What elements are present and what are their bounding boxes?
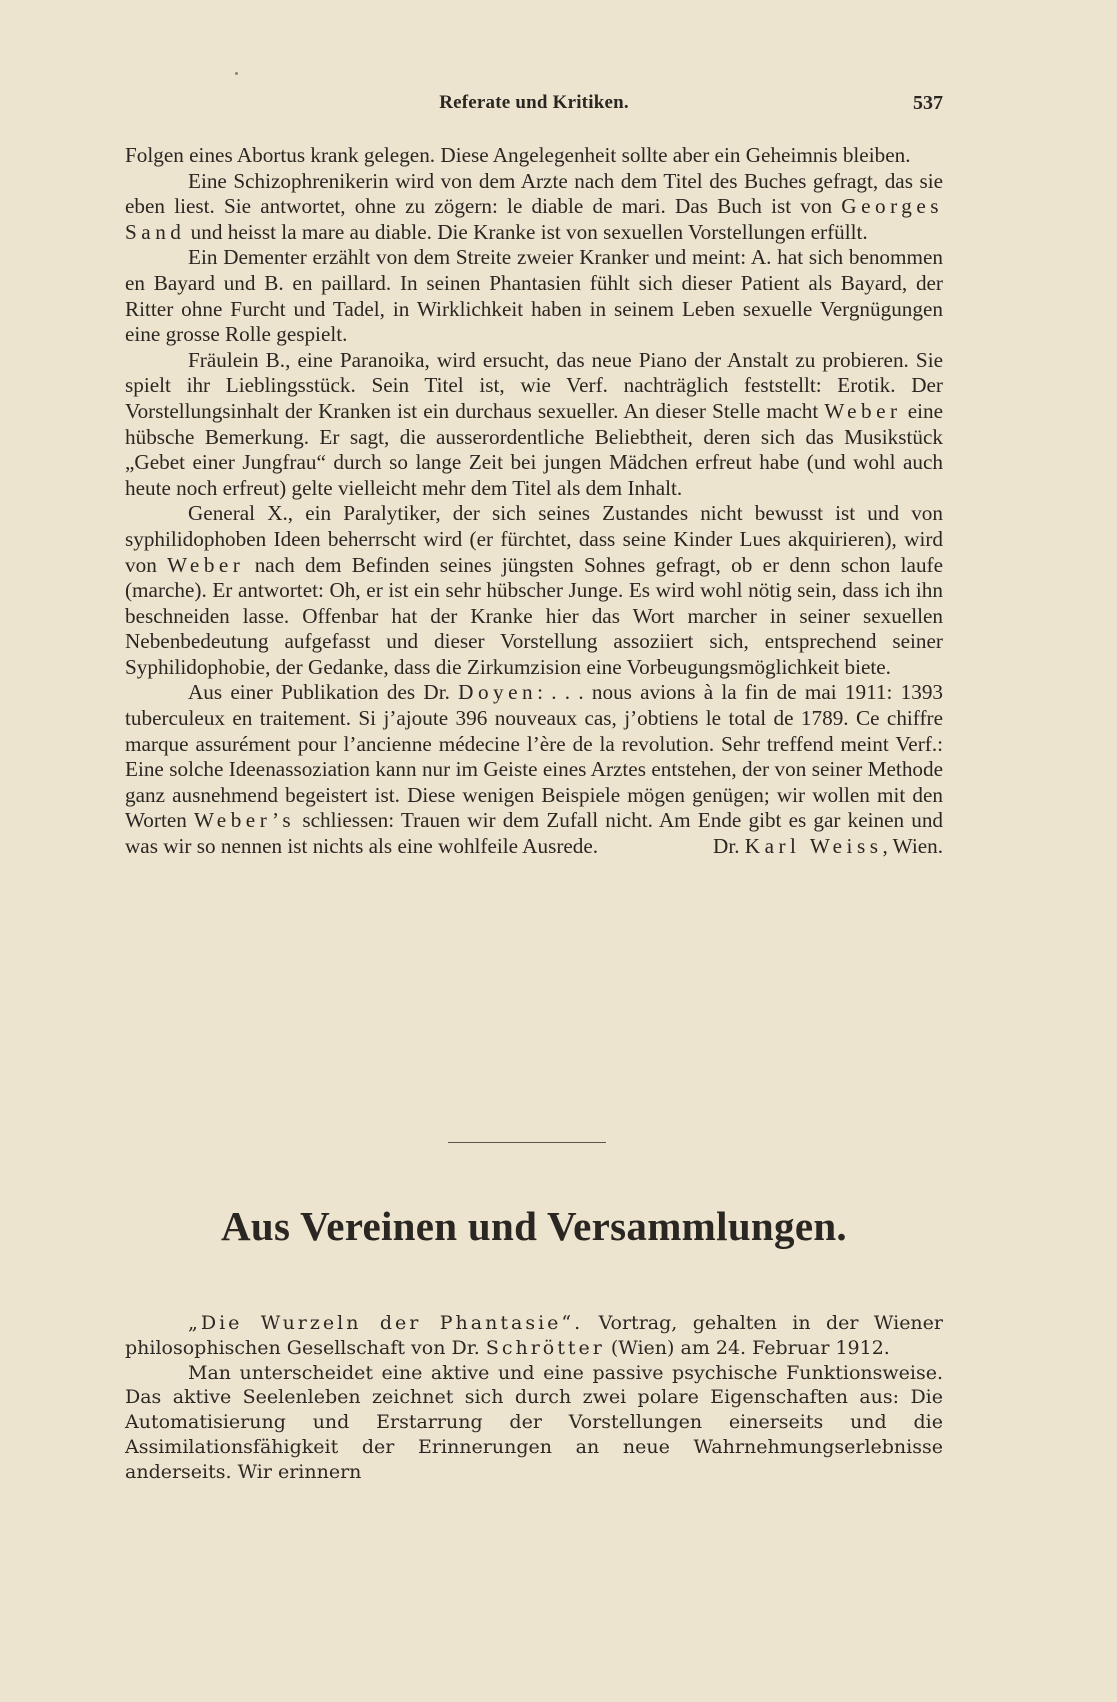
review-paragraph-5: General X., ein Paralytiker, der sich seines Zustandes nicht bewusst ist und von syphilidophoben Ideen beherrscht wird (er fürchtet, dass seine Kinder Lues akquirieren), wird von Weber nach dem Befinden seines jüngsten Sohnes gefragt, ob er denn schon laufe (marche). Er antwortet: Oh, er ist ein sehr hübscher Junge. Es wird wohl nötig sein, dass ich ihn beschneiden lasse. Offenbar hat der Kranke hier das Wort marcher in seiner sexuellen Nebenbedeutung aufgefasst und dieser Vorstellung assoziiert sich, entsprechend seiner Syphilidophobie, der Gedanke, dass die Zirkumzision eine Vorbeugungsmöglichkeit biete. (125, 501, 944, 679)
author-name-doyen: Doyen (458, 680, 538, 705)
reviewer-signature: Dr. Karl Weiss, Wien. (713, 834, 943, 859)
review-paragraph-2: Eine Schizophrenikerin wird von dem Arzte nach dem Titel des Buches gefragt, das sie eben liest. Sie antwortet, ohne zu zögern: le diable de mari. Das Buch ist von Georges Sand und heisst la mare au diable. Die Kranke ist von sexuellen Vorstellungen erfüllt. (125, 168, 944, 244)
author-name-sand: Georges Sand (125, 194, 944, 244)
section-paragraph-2: Man unterscheidet eine aktive und eine passive psychische Funktionsweise. Das aktive Seelenleben zeichnet sich durch zwei polare Eigenschaften aus: Die Automatisierung und Erstarrung der Vorstellungen einerseits und die Assimilationsfähigkeit der Erinnerungen an neue Wahrnehmungserlebnisse anderseits. Wir erinnern (125, 1361, 943, 1483)
review-paragraph-4: Fräulein B., eine Paranoika, wird ersucht, das neue Piano der Anstalt zu probieren. Sie spielt ihr Lieblingsstück. Sein Titel ist, wie Verf. nachträglich feststellt: Erotik. Der Vorstellungsinhalt der Kranken ist ein durchaus sexueller. An dieser Stelle macht Weber eine hübsche Bemerkung. Er sagt, die ausserordentliche Beliebtheit, deren sich das Musikstück „Gebet einer Jungfrau“ durch so lange Zeit bei jungen Mädchen erfreut habe (und wohl auch heute noch erfreut) gelte vielleicht mehr dem Titel als dem Inhalt. (125, 347, 943, 500)
running-head: Referate und Kritiken. (439, 92, 629, 113)
section-body (125, 1311, 943, 1485)
author-name-weber: Weber (824, 398, 902, 423)
review-body (125, 143, 943, 860)
review-paragraph-1: Folgen eines Abortus krank gelegen. Diese Angelegenheit sollte aber ein Geheimnis bleiben. (125, 143, 911, 167)
author-name-weber: Weber’s (194, 808, 296, 833)
section-title: Aus Vereinen und Versammlungen. (221, 1203, 847, 1249)
page-header (125, 92, 943, 122)
review-paragraph-3: Ein Dementer erzählt von dem Streite zweier Kranker und meint: A. hat sich benommen en Bayard und B. en paillard. In seinen Phantasien fühlt sich dieser Patient als Bayard, der Ritter ohne Furcht und Tadel, in Wirklichkeit haben in seinem Leben sexuelle Vergnügungen eine grosse Rolle gespielt. (125, 245, 943, 347)
lecture-heading: „Die Wurzeln der Phantasie“. Vortrag, gehalten in der Wiener philosophischen Gesellschaft von Dr. Schrötter (Wien) am 24. Februar 1912. (125, 1312, 943, 1359)
lecturer-name: Schrötter (485, 1336, 605, 1359)
review-paragraph-6: Aus einer Publikation des Dr. Doyen: . . . nous avions à la fin de mai 1911: 1393 tuberculeux en traitement. Si j’ajoute 396 nouveaux cas, j’obtiens le total de 1789. Ce chiffre marque assurément pour l’ancienne médecine l’ère de la revolution. Sehr treffend meint Verf.: Eine solche Ideenassoziation kann nur im Geiste eines Arztes entstehen, der von seiner Methode ganz ausnehmend begeistert ist. Diese wenigen Beispiele mögen genügen; wir wollen mit den Worten Weber’s schliessen: Trauen wir dem Zufall nicht. Am Ende gibt es gar keinen und was wir so nennen ist nichts als eine wohlfeile Ausrede. Dr. Karl Weiss, Wien. (125, 680, 944, 859)
author-name-weber: Weber (167, 552, 245, 577)
section-divider (448, 1142, 606, 1143)
print-speck (235, 72, 238, 75)
lecture-title: „Die Wurzeln der Phantasie“. (188, 1312, 584, 1334)
page-number: 537 (913, 92, 943, 114)
